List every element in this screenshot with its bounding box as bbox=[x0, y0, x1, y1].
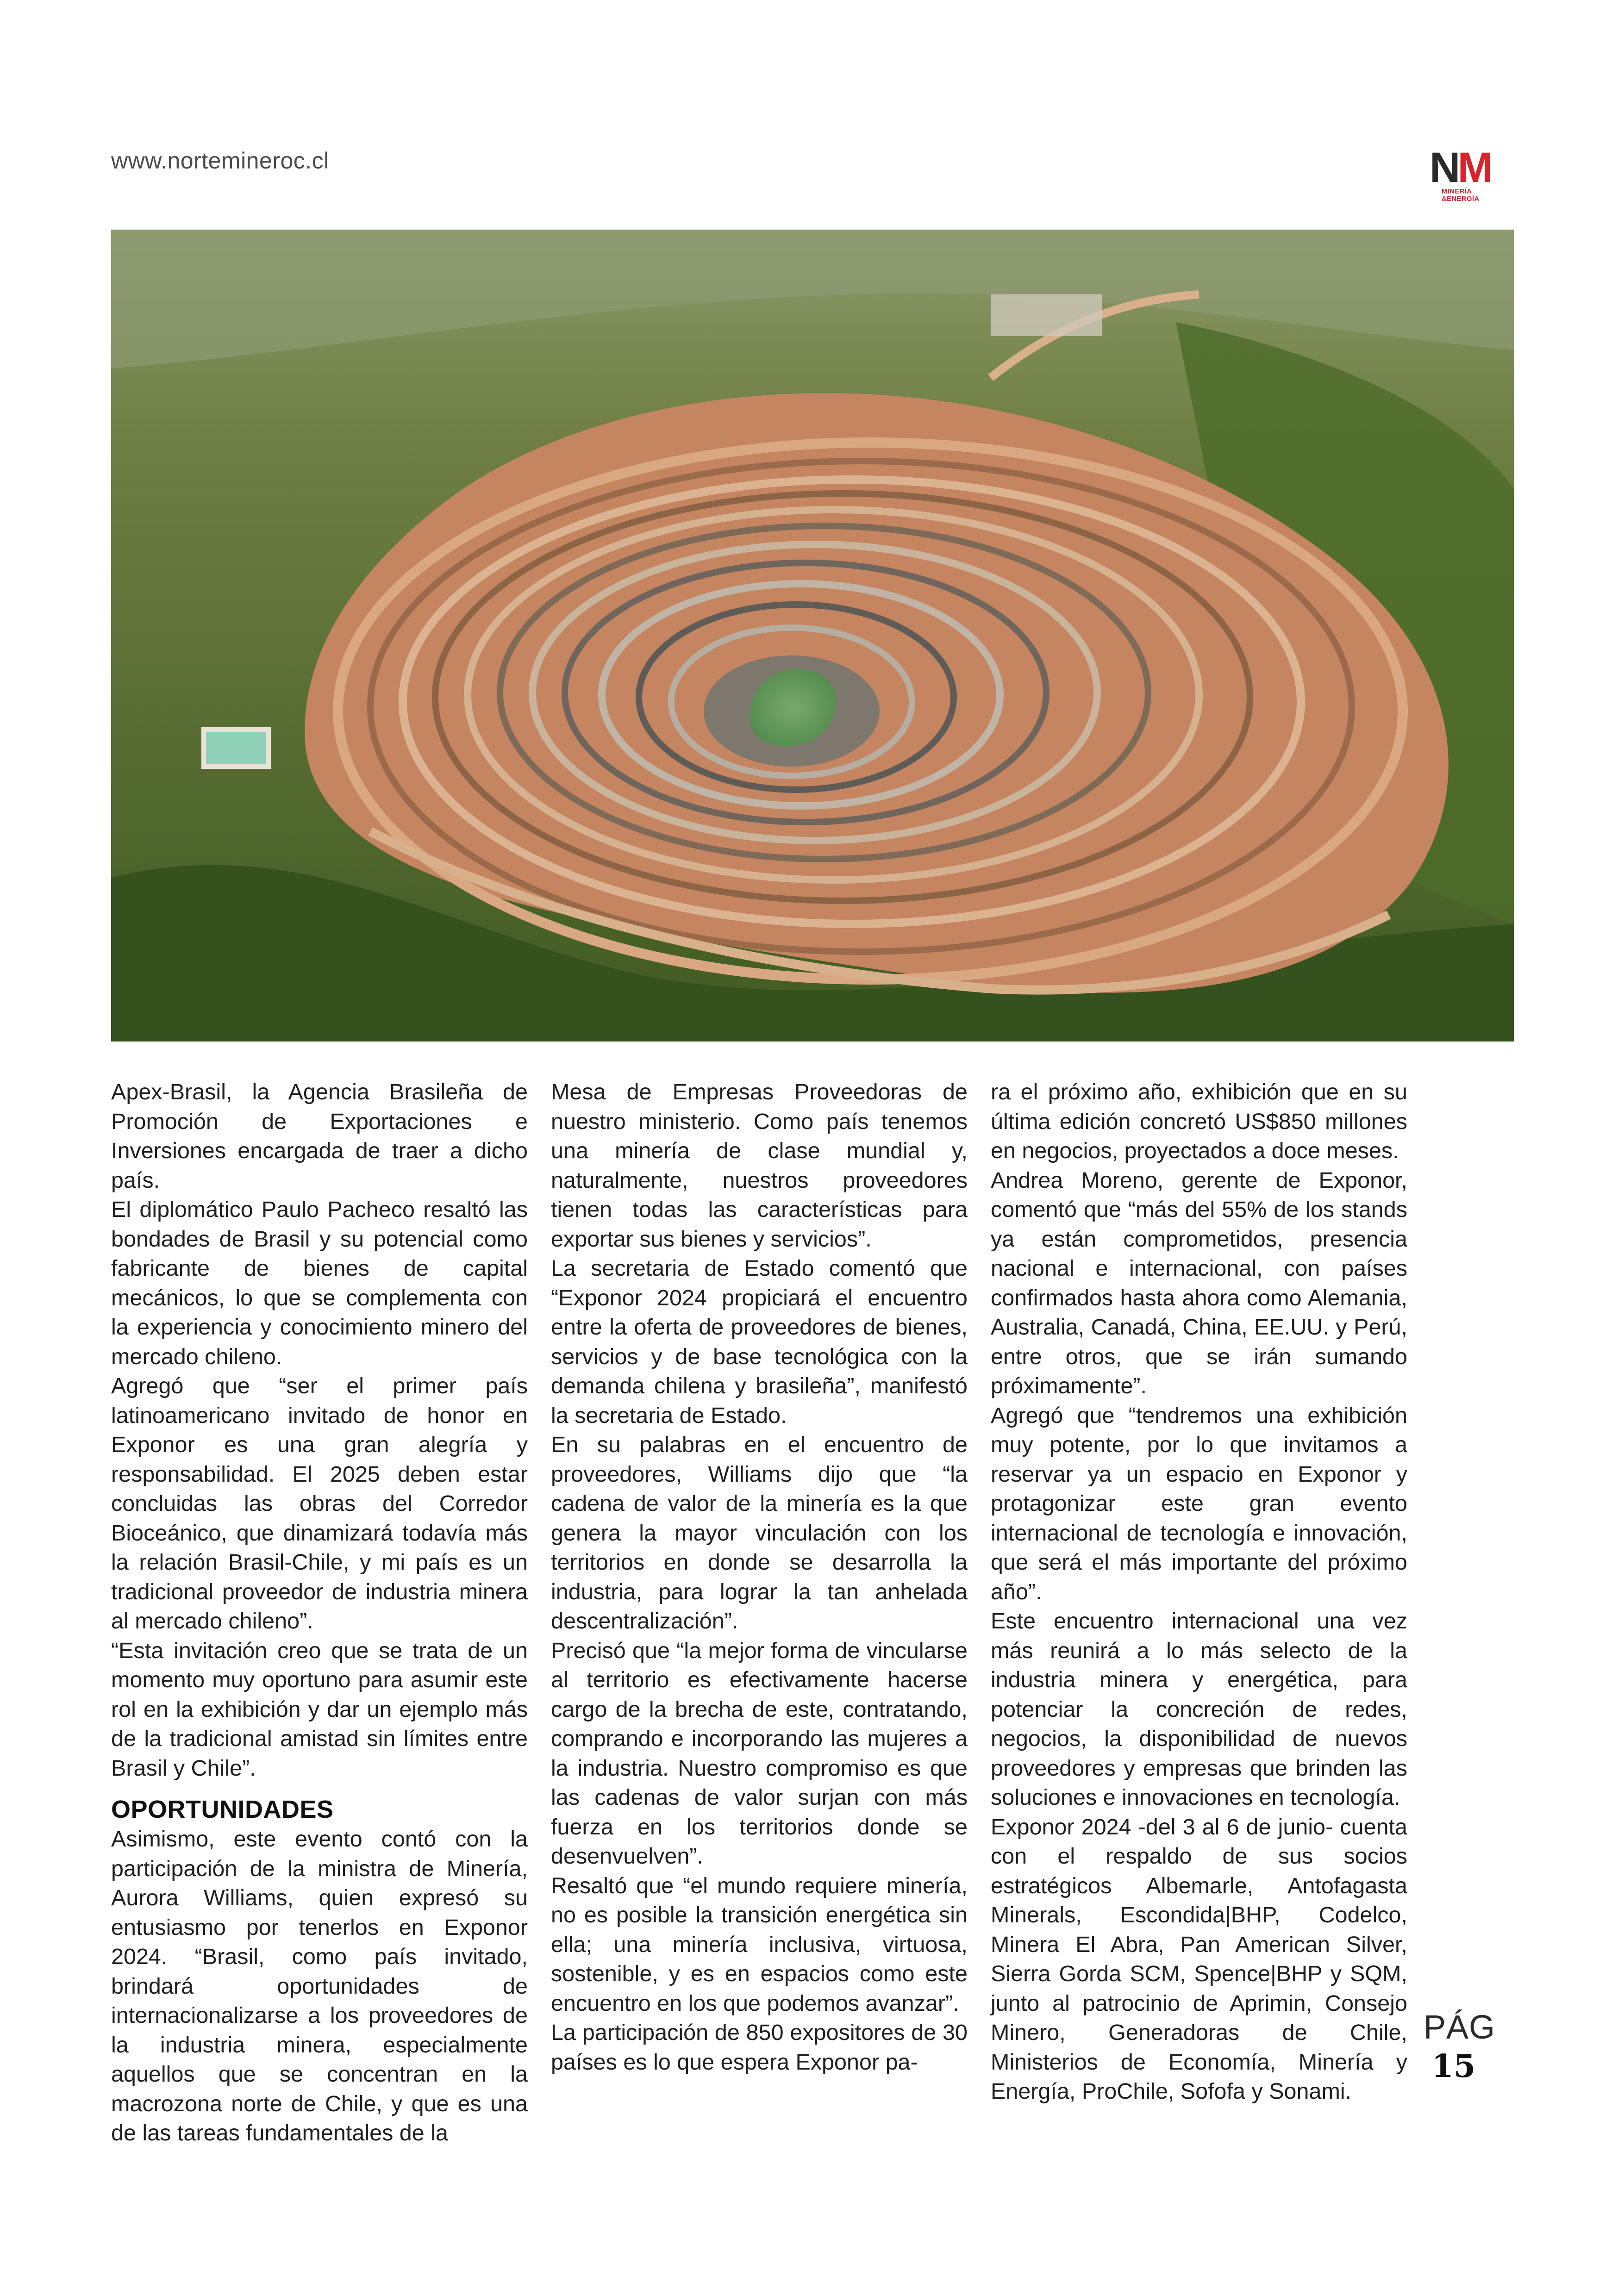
paragraph: Apex-Brasil, la Agencia Brasileña de Promoción de Exportaciones e Inversiones encargada de traer a dicho país. bbox=[111, 1079, 528, 1193]
paragraph: La secretaria de Estado comentó que “Exponor 2024 propiciará el encuentro entre la oferta de proveedores de bienes, servicios y de base tecnológica con la demanda chilena y brasileña”, manifestó la secretaria de Estado. bbox=[551, 1256, 968, 1428]
logo-subtitle-1: MINERÍA bbox=[1442, 187, 1472, 195]
page-number bbox=[1424, 2008, 1496, 2086]
paragraph: Agregó que “tendremos una exhibición muy potente, por lo que invitamos a reservar ya un espacio en Exponor y protagonizar este gran evento internacional de tecnología e innovación, que será el más importante del próximo año”. bbox=[991, 1403, 1407, 1604]
paragraph: El diplomático Paulo Pacheco resaltó las bondades de Brasil y su potencial como fabricante de bienes de capital mecánicos, lo que se complementa con la experiencia y conocimiento minero del mercado chileno. bbox=[111, 1197, 528, 1369]
paragraph: Mesa de Empresas Proveedoras de nuestro ministerio. Como país tenemos una minería de clase mundial y, naturalmente, nuestros proveedores tienen todas las características para exportar sus bienes y servicios”. bbox=[551, 1079, 968, 1252]
paragraph: Este encuentro internacional una vez más reunirá a lo más selecto de la industria minera y energética, para potenciar la concreción de redes, negocios, la disponibilidad de nuevos proveedores y empresas que brinden las soluciones e innovaciones en tecnología. bbox=[991, 1609, 1407, 1810]
paragraph: La participación de 850 expositores de 30 países es lo que espera Exponor pa- bbox=[551, 2020, 968, 2075]
paragraph: Exponor 2024 -del 3 al 6 de junio- cuenta con el respaldo de sus socios estratégicos Albemarle, Antofagasta Minerals, Escondida|BHP, Codelco, Minera El Abra, Pan American Silver, Sierra Gorda SCM, Spence|BHP y SQM, junto al patrocinio de Aprimin, Consejo Minero, Generadoras de Chile, Ministerios de Economía, Minería y Energía, ProChile, Sofofa y Sonami. bbox=[991, 1814, 1407, 2104]
paragraph: ra el próximo año, exhibición que en su última edición concretó US$850 millones en negocios, proyectados a doce meses. bbox=[991, 1079, 1407, 1163]
paragraph: “Esta invitación creo que se trata de un momento muy oportuno para asumir este rol en la exhibición y dar un ejemplo más de la tradicional amistad sin límites entre Brasil y Chile”. bbox=[111, 1638, 528, 1781]
paragraph: Andrea Moreno, gerente de Exponor, comentó que “más del 55% de los stands ya están comprometidos, presencia nacional e internacional, con países confirmados hasta ahora como Alemania, Australia, Canadá, China, EE.UU. y Perú, entre otros, que se irán sumando próximamente”. bbox=[991, 1167, 1407, 1398]
open-pit-mine-aerial-photo bbox=[111, 230, 1514, 1041]
logo-letter-n: N bbox=[1430, 144, 1458, 191]
page-label: PÁG bbox=[1424, 2009, 1496, 2046]
paragraph: Agregó que “ser el primer país latinoamericano invitado de honor en Exponor es una gran alegría y responsabilidad. El 2025 deben estar concluidas las obras del Corredor Bioceánico, que dinamizará todavía más la relación Brasil-Chile, y mi país es un tradicional proveedor de industria minera al mercado chileno”. bbox=[111, 1373, 528, 1634]
website-url: www.nortemineroc.cl bbox=[111, 148, 329, 174]
article-column-1 bbox=[111, 1078, 528, 2148]
section-heading: OPORTUNIDADES bbox=[111, 1796, 334, 1823]
paragraph: Precisó que “la mejor forma de vincularse al territorio es efectivamente hacerse cargo de la brecha de este, contratando, comprando e incorporando las mujeres a la industria. Nuestro compromiso es que las cadenas de valor surjan con más fuerza en los territorios donde se desenvuelven”. bbox=[551, 1638, 968, 1869]
paragraph: Asimismo, este evento contó con la participación de la ministra de Minería, Aurora Williams, quien expresó su entusiasmo por tenerlos en Exponor 2024. “Brasil, como país invitado, brindará oportunidades de internacionalizarse a los proveedores de la industria minera, especialmente aquellos que se concentran en la macrozona norte de Chile, y que es una de las tareas fundamentales de la bbox=[111, 1827, 528, 2145]
logo-letter-m: M bbox=[1457, 144, 1491, 191]
paragraph: En su palabras en el encuentro de proveedores, Williams dijo que “la cadena de valor de la minería es la que genera la mayor vinculación con los territorios en donde se desarrolla la industria, para lograr la tan anhelada descentralización”. bbox=[551, 1432, 968, 1634]
nm-logo bbox=[1430, 144, 1491, 203]
page-number-value: 15 bbox=[1431, 2048, 1476, 2085]
article-column-2 bbox=[551, 1078, 968, 2077]
article-column-3 bbox=[991, 1078, 1407, 2107]
logo-subtitle-2: &ENERGÍA bbox=[1442, 195, 1480, 203]
paragraph: Resaltó que “el mundo requiere minería, no es posible la transición energética sin ella; una minería inclusiva, virtuosa, sostenible, y es en espacios como este encuentro en los que podemos avanzar”. bbox=[551, 1873, 968, 2016]
